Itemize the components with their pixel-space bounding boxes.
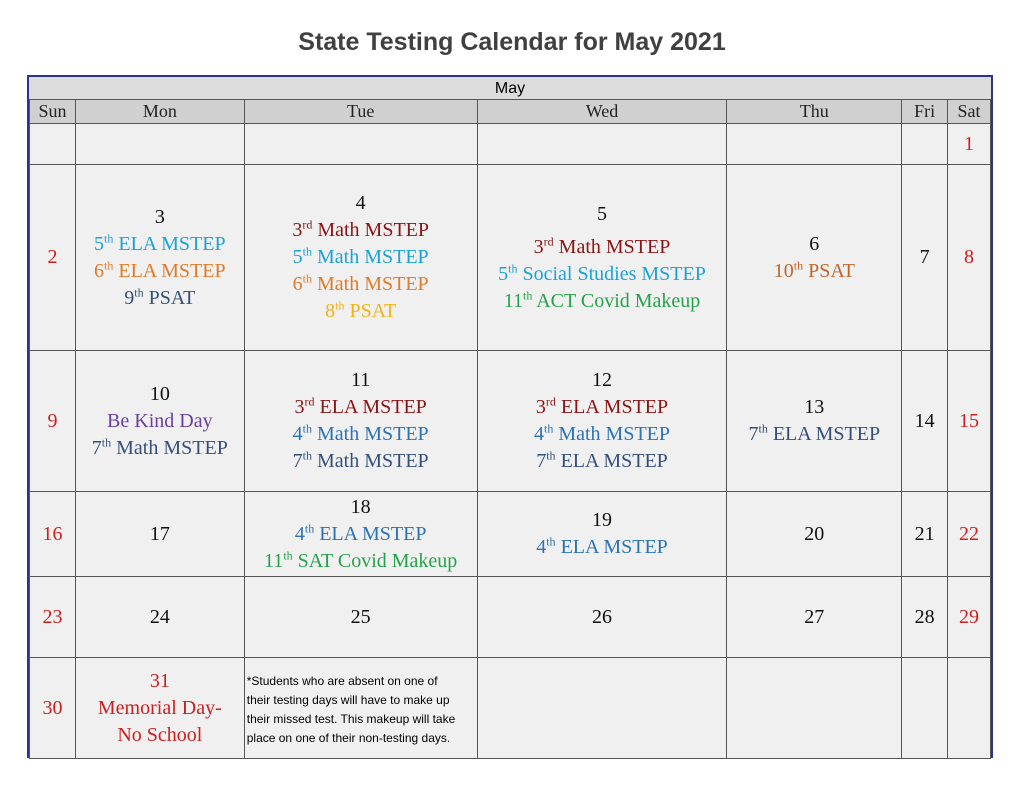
day-cell-19 — [477, 492, 727, 577]
day-cell-empty — [477, 124, 727, 165]
day-cell-12 — [477, 351, 727, 492]
day-cell-17 — [75, 492, 244, 577]
week-row-1 — [30, 124, 991, 165]
day-number: 28 — [914, 605, 935, 628]
day-number: 15 — [959, 409, 980, 432]
weekday-wed: Wed — [477, 100, 727, 124]
makeup-note-cell — [244, 658, 477, 759]
weekday-mon: Mon — [75, 100, 244, 124]
day-number: 6 — [809, 232, 820, 255]
day-cell-16 — [30, 492, 76, 577]
event-entry: 7th Math MSTEP — [91, 434, 228, 459]
day-cell-empty — [948, 658, 991, 759]
day-number: 1 — [964, 132, 975, 155]
day-cell-empty — [477, 658, 727, 759]
week-row-4 — [30, 492, 991, 577]
day-cell-25 — [244, 577, 477, 658]
day-number: 4 — [355, 192, 366, 214]
day-cell-2 — [30, 165, 76, 351]
day-number: 19 — [592, 509, 613, 531]
calendar-grid — [29, 99, 991, 759]
weekday-sun: Sun — [30, 100, 76, 124]
day-cell-14 — [902, 351, 948, 492]
event-entry: 6th ELA MSTEP — [94, 257, 226, 282]
day-number: 22 — [959, 522, 980, 545]
day-number: 2 — [47, 246, 58, 268]
day-cell-empty — [30, 124, 76, 165]
day-number: 23 — [42, 605, 63, 628]
weekday-tue: Tue — [244, 100, 477, 124]
day-number: 7 — [919, 246, 930, 268]
event-entry: 4th Math MSTEP — [292, 421, 429, 445]
weekday-thu: Thu — [727, 100, 902, 124]
event-entry: 4th Math MSTEP — [534, 421, 671, 445]
week-row-6 — [30, 658, 991, 759]
day-number: 26 — [592, 605, 613, 628]
day-number: 13 — [804, 396, 825, 418]
event-entry: 3rd ELA MSTEP — [294, 394, 427, 418]
day-cell-26 — [477, 577, 727, 658]
day-number: 3 — [154, 205, 165, 228]
day-cell-8 — [948, 165, 991, 351]
day-cell-1 — [948, 124, 991, 165]
event-entry: 11th SAT Covid Makeup — [264, 547, 458, 572]
day-cell-7 — [902, 165, 948, 351]
week-row-3 — [30, 351, 991, 492]
week-row-2 — [30, 165, 991, 351]
day-number: 12 — [592, 369, 613, 391]
day-cell-empty — [727, 658, 902, 759]
day-number: 27 — [804, 605, 825, 628]
event-entry: 3rd ELA MSTEP — [535, 394, 669, 418]
day-cell-18 — [244, 492, 477, 577]
weekday-header-row — [30, 100, 991, 124]
day-number: 5 — [597, 202, 608, 225]
event-entry: 10th PSAT — [773, 257, 855, 282]
day-number: 31 — [149, 669, 170, 692]
day-cell-30 — [30, 658, 76, 759]
day-cell-27 — [727, 577, 902, 658]
day-number: 29 — [959, 605, 980, 628]
day-number: 24 — [149, 605, 170, 628]
event-entry: 3rd Math MSTEP — [292, 217, 430, 241]
day-cell-6 — [727, 165, 902, 351]
day-number: 18 — [350, 495, 371, 518]
day-number: 25 — [350, 605, 371, 628]
event-entry: 7th ELA MSTEP — [536, 448, 668, 472]
day-cell-23 — [30, 577, 76, 658]
event-entry: Memorial Day- — [97, 696, 222, 719]
calendar — [27, 75, 993, 758]
event-entry: 4th ELA MSTEP — [294, 520, 427, 545]
event-entry: 3rd Math MSTEP — [533, 233, 671, 258]
day-number: 20 — [804, 522, 825, 545]
event-entry: 11th ACT Covid Makeup — [503, 287, 701, 312]
event-entry: Be Kind Day — [107, 409, 213, 432]
event-entry: 7th ELA MSTEP — [748, 421, 881, 445]
event-entry: 4th ELA MSTEP — [536, 534, 668, 558]
day-cell-empty — [902, 658, 948, 759]
day-number: 21 — [914, 522, 935, 545]
event-entry: 9th PSAT — [124, 284, 196, 309]
day-cell-empty — [244, 124, 477, 165]
makeup-note: *Students who are absent on one of their testing days will have to make up their missed test. This makeup will take place on one of their non-testing days. — [246, 674, 456, 745]
day-number: 10 — [149, 382, 170, 405]
day-cell-10 — [75, 351, 244, 492]
day-cell-24 — [75, 577, 244, 658]
event-entry: 5th Social Studies MSTEP — [498, 260, 706, 285]
day-number: 17 — [149, 522, 170, 545]
day-number: 11 — [351, 369, 371, 391]
day-cell-4 — [244, 165, 477, 351]
day-cell-5 — [477, 165, 727, 351]
day-cell-31 — [75, 658, 244, 759]
day-cell-empty — [75, 124, 244, 165]
event-entry: 6th Math MSTEP — [292, 271, 429, 295]
event-entry: 5th Math MSTEP — [292, 244, 429, 268]
day-cell-empty — [902, 124, 948, 165]
page-title: State Testing Calendar for May 2021 — [298, 28, 726, 56]
day-cell-29 — [948, 577, 991, 658]
day-number: 8 — [964, 246, 975, 268]
day-cell-15 — [948, 351, 991, 492]
weekday-sat: Sat — [948, 100, 991, 124]
event-entry: No School — [117, 723, 203, 746]
day-cell-empty — [727, 124, 902, 165]
day-number: 30 — [42, 696, 63, 719]
day-cell-11 — [244, 351, 477, 492]
event-entry: 8th PSAT — [325, 298, 397, 322]
day-number: 9 — [47, 409, 58, 432]
week-row-5 — [30, 577, 991, 658]
month-header: May — [29, 77, 991, 99]
day-cell-28 — [902, 577, 948, 658]
weekday-fri: Fri — [902, 100, 948, 124]
day-cell-3 — [75, 165, 244, 351]
day-number: 14 — [914, 409, 935, 432]
day-cell-20 — [727, 492, 902, 577]
event-entry: 5th ELA MSTEP — [94, 230, 226, 255]
day-cell-9 — [30, 351, 76, 492]
day-cell-13 — [727, 351, 902, 492]
day-cell-21 — [902, 492, 948, 577]
event-entry: 7th Math MSTEP — [292, 448, 429, 472]
day-number: 16 — [42, 522, 63, 545]
day-cell-22 — [948, 492, 991, 577]
